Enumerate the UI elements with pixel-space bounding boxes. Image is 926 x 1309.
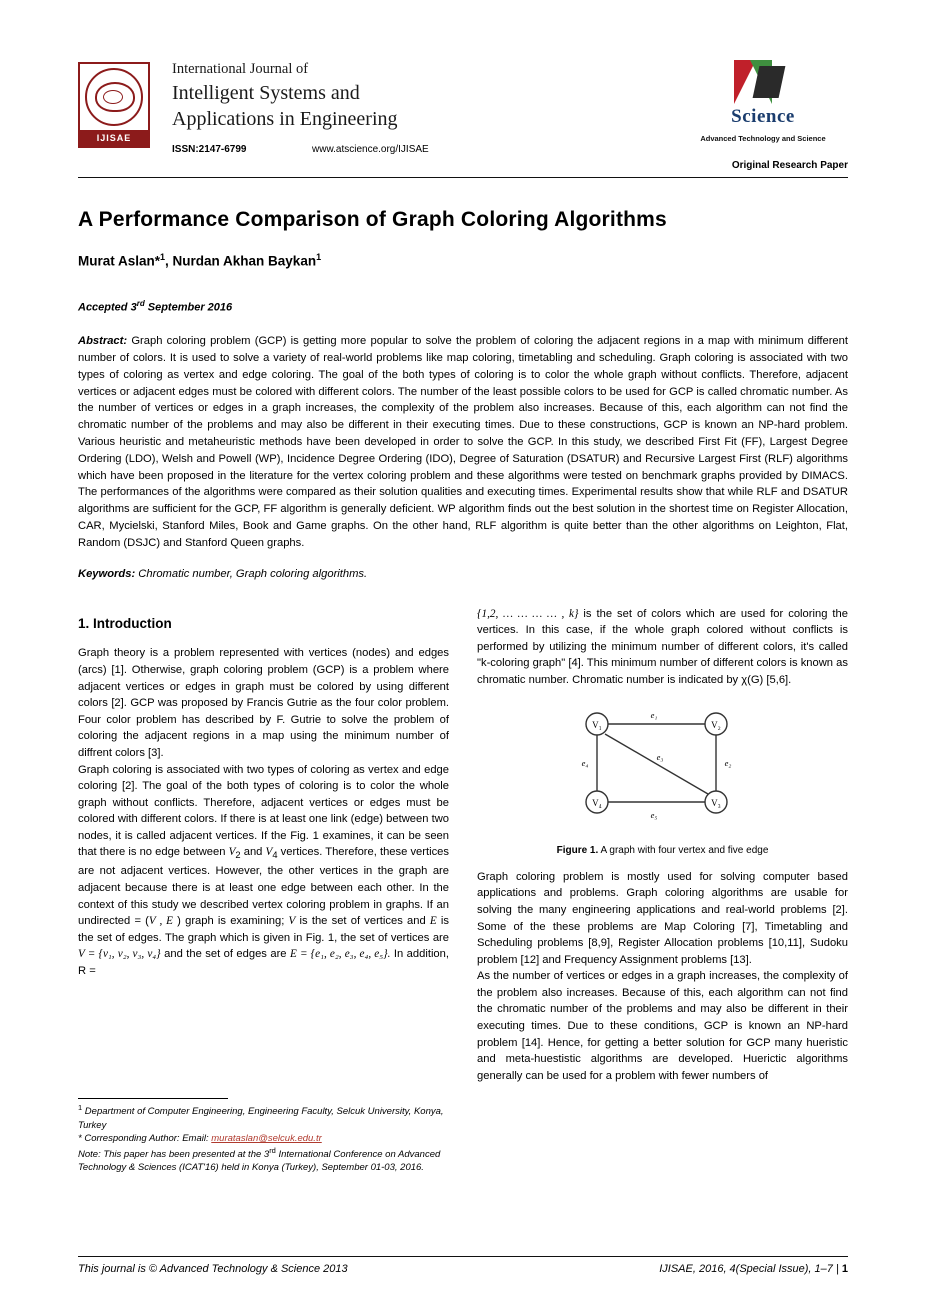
footnote-affiliation-text: Department of Computer Engineering, Engineering Faculty, Selcuk University, Konya, Turkey [78, 1106, 444, 1131]
p2-V: V [288, 915, 296, 928]
p2-ve: V , E [148, 915, 173, 928]
figure-1 [477, 702, 848, 858]
page-title: A Performance Comparison of Graph Coloring Algorithms [78, 208, 667, 231]
footnote-corresponding-author [78, 1132, 449, 1145]
journal-logo [78, 62, 150, 148]
color-set-formula: {1,2, … … … … , k} [477, 607, 579, 620]
abstract [78, 333, 848, 551]
body-columns [78, 606, 848, 1085]
svg-text:V₃: V₃ [710, 798, 721, 809]
footnote-note-sup: rd [269, 1145, 276, 1155]
svg-text:e₁: e₁ [650, 710, 657, 721]
intro-paragraph-1: Graph theory is a problem represented with vertices (nodes) and edges (arcs) [1]. Otherwise, graph coloring problem (GCP) is a problem where adjacent vertices or edges in graph must be colored by using different colors [2]. GCP was proposed by Francis Gutrie as the four color problem. Four color problem has described by F. Gutrie to solve the problem of coloring the adjacent regions in a map using the minimum number of diffrent colors [3]. [78, 647, 449, 759]
footer-divider [78, 1256, 848, 1257]
brain-icon [85, 68, 143, 126]
p2-part-h: In addition, R = [78, 948, 449, 977]
svg-text:e₂: e₂ [724, 758, 731, 769]
footer-citation [659, 1263, 848, 1275]
intro-paragraph-2 [78, 762, 449, 980]
p2-part-c: vertices. Therefore, these vertices are not adjacent vertices. However, the other vertices in the graph are adjacent because there is at least one edge between each other. In the context of this study we described vertex coloring problem in graphs. If an undirected = ( [78, 846, 449, 928]
issn-text: ISSN:2147-6799 [172, 143, 247, 155]
paper-type-label: Original Research Paper [731, 160, 848, 171]
keywords-label: Keywords: [78, 567, 136, 580]
logo-label: IJISAE [80, 130, 148, 146]
p2-v2: V [228, 846, 236, 859]
figure-1-label: Figure 1. [556, 844, 599, 856]
p2-part-b: and [240, 846, 266, 859]
journal-website[interactable]: www.atscience.org/IJISAE [312, 143, 429, 155]
keywords-text: Chromatic number, Graph coloring algorithms. [135, 567, 368, 580]
right-paragraph-3: As the number of vertices or edges in a graph increases, the complexity of the problem also increases. Because of this, each algorithm can not find the chromatic number of the problems and may also be different in their executing times. Due to these conditions, GCP is known an NP-hard problem [14]. Hence, for getting a better solution for GCP many hueristic and meta-huestistic algorithms are developed. Huerictic algorithms generally can be used for a problem with fewer numbers of [477, 970, 848, 1082]
abstract-text: Graph coloring problem (GCP) is getting more popular to solve the problem of coloring the adjacent regions in a map with minimum different number of colors. It is used to solve a variety of real-world problems like map coloring, timetabling and scheduling. Graph coloring is associated with two types of coloring as vertex and edge coloring. The goal of the both types of coloring is to color the whole graph without conflicts. Therefore, adjacent vertices or adjacent edges must be colored with different colors. The number of the least possible colors to be used for GCP is called chromatic number. As the number of vertices or edges in a graph increases, the complexity of the problem also increases. Because of this, each algorithm can not find the chromatic number of the problems and may also be different in their executing times. Due to these constructions, GCP is known an NP-hard problem. Various heuristic and metaheuristic methods have been developed in order to solve the GCP. In this study, we described First Fit (FF), Largest Degree Ordering (LDO), Welsh and Powell (WP), Incidence Degree Ordering (IDO), Degree of Saturation (DSATUR) and Recursive Largest First (RLF) algorithms which have been proposed in the literature for the vertex coloring problem and these algorithms were tested on benchmark graphs provided by DIMACS. The performances of the algorithms were compared as their solution qualities and executing times. Experimental results show that while RLF and DSATUR algorithms are sufficient for the GCP, FF algorithm is generally deficient. WP algorithm finds out the best solution in the shortest time on Register Allocation, CAR, Mycielski, Stanford Miles, Book and Game graphs. On the other hand, RLF algorithm is quite better than the other algorithms on Leighton, Flat, Random (DSJC) and Stanford Queen graphs. [78, 335, 848, 549]
svg-text:e₄: e₄ [581, 758, 588, 769]
section-heading-introduction: 1. Introduction [78, 615, 172, 631]
accepted-date: Accepted 3rd September 2016 [78, 298, 233, 314]
footer-copyright: This journal is © Advanced Technology & Science 2013 [78, 1263, 348, 1275]
svg-text:V₂: V₂ [710, 720, 721, 731]
page-footer [78, 1256, 848, 1275]
corresponding-author-label: * Corresponding Author: Email: [78, 1133, 212, 1145]
footer-citation-text: IJISAE, 2016, 4(Special Issue), 1–7 | [659, 1263, 839, 1275]
publisher-name: Science [731, 106, 795, 127]
masthead-divider [78, 177, 848, 178]
p2-part-d: ) graph is examining; [172, 915, 289, 928]
journal-line-1: International Journal of [172, 61, 309, 77]
masthead [78, 60, 848, 171]
right-paragraph-1 [477, 606, 848, 689]
publisher-brand [678, 60, 848, 171]
page-number: 1 [841, 1263, 848, 1275]
footnote-note-post: International Conference on Advanced Technology & Sciences (ICAT'16) held in Konya (Turkey), September 01-03, 2016. [78, 1148, 441, 1174]
p2-E: E [429, 915, 437, 928]
corresponding-author-email[interactable]: murataslan@selcuk.edu.tr [211, 1133, 322, 1145]
right-column [477, 606, 848, 1085]
authors-list: Murat Aslan*$^1$, Nurdan Akhan Baykan$^1$ [78, 252, 322, 269]
right-p1-text: is the set of colors which are used for coloring the vertices. In this case, if the whole graph colored without conflicts is performed by utilizing the minimum number of different colors, it's called "k-coloring graph" [4]. This minimum number of different colors is known as chromatic number. Chromatic number is indicated by χ(G) [5,6]. [477, 607, 848, 686]
publisher-tagline: Advanced Technology and Science [700, 134, 826, 143]
svg-text:e₃: e₃ [656, 752, 663, 763]
p2-v2-sub: 2 [235, 850, 241, 861]
footnote-note [78, 1146, 449, 1175]
footnote-note-pre: Note: This paper has been presented at the 3 [78, 1148, 270, 1160]
p2-setE: E = {e₁, e₂, e₃, e₄, e₅}. [289, 948, 391, 961]
publisher-logo-icon [734, 60, 792, 104]
footnote-marker-1: 1 [78, 1103, 83, 1112]
p2-v4: V [265, 846, 273, 859]
footnote-affiliation [78, 1103, 449, 1132]
svg-text:V₁: V₁ [591, 720, 602, 731]
figure-1-caption-text: A graph with four vertex and five edge [598, 844, 769, 856]
issn-row [172, 144, 678, 155]
keywords [78, 568, 848, 580]
figure-1-caption [477, 844, 848, 859]
journal-title-block [172, 60, 678, 155]
p2-part-f: is the set of edges. The graph which is given in Fig. 1, the set of vertices are [78, 915, 450, 944]
p2-v4-sub: 4 [272, 850, 278, 861]
p2-part-g: and the set of edges are [160, 948, 290, 961]
svg-text:e₅: e₅ [650, 810, 657, 821]
journal-line-3: Applications in Engineering [172, 107, 398, 130]
right-paragraph-2: Graph coloring problem is mostly used for solving computer based applications and problems. Graph coloring algorithms are usable for solving the many engineering applications and real-world problems [2]. Some of the these problems are Map Coloring [7], Timetabling and Scheduling problems [8,9], Register Allocation problems [10,11], Sudoku problem [12] and Frequency Assignment problems [13]. [477, 870, 848, 966]
footnote-divider [78, 1098, 228, 1099]
svg-text:V₄: V₄ [591, 798, 602, 809]
abstract-label: Abstract: [78, 335, 128, 348]
p2-part-a: Graph coloring is associated with two types of coloring as vertex and edge coloring [2]. The goal of the both types of coloring is to color the whole graph without conflicts. Therefore, adjacent vertices or edges must be colored with different colors. If there is at least one link (edge) between two nodes, it is called adjacent vertices. If the Fig. 1 examines, it can be seen that there is no edge between [78, 763, 449, 859]
left-column [78, 606, 449, 1085]
footnotes [78, 1098, 449, 1175]
p2-setV: V = {v₁, v₂, v₃, v₄} [78, 948, 161, 961]
footer-row [78, 1263, 848, 1275]
p2-part-e: is the set of vertices and [295, 915, 430, 928]
graph-diagram [548, 702, 778, 832]
journal-line-2: Intelligent Systems and [172, 81, 360, 104]
